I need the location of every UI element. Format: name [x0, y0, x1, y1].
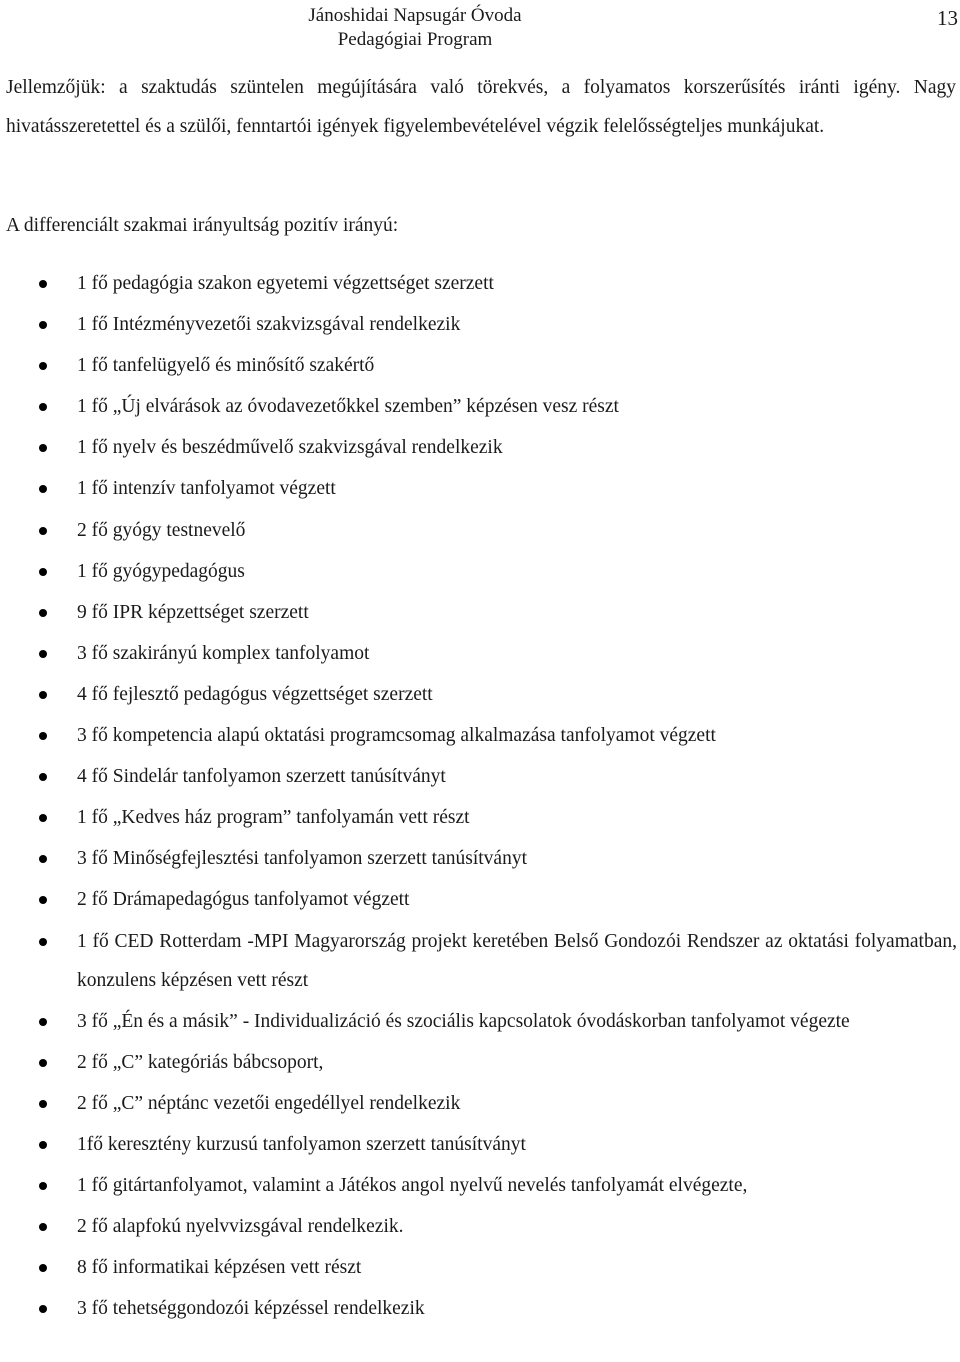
list-item — [0, 264, 960, 303]
page-header — [0, 2, 960, 52]
list-item-text: 9 fő IPR képzettséget szerzett — [77, 601, 309, 623]
header-document-title: Pedagógiai Program — [337, 29, 493, 50]
list-item — [0, 1084, 960, 1123]
list-item-text: 1fő keresztény kurzusú tanfolyamon szerzett tanúsítványt — [77, 1133, 526, 1155]
list-item-text: 1 fő „Új elvárások az óvodavezetőkkel szemben” képzésen vesz részt — [77, 396, 619, 418]
list-item — [0, 839, 960, 878]
bullet-icon — [39, 1264, 47, 1272]
bullet-icon — [39, 568, 47, 576]
list-item-text: 3 fő tehetséggondozói képzéssel rendelkezik — [77, 1298, 425, 1320]
bullet-icon — [39, 1182, 47, 1190]
list-item-text: 1 fő tanfelügyelő és minősítő szakértő — [77, 355, 375, 377]
bullet-icon — [39, 896, 47, 904]
list-item-text: 3 fő Minőségfejlesztési tanfolyamon szerzett tanúsítványt — [77, 848, 527, 870]
qualification-list — [0, 264, 960, 1330]
bullet-icon — [39, 855, 47, 863]
bullet-icon — [39, 1059, 47, 1067]
list-item — [0, 798, 960, 837]
bullet-icon — [39, 609, 47, 617]
list-item — [0, 880, 960, 919]
list-item-text: 3 fő „Én és a másik” - Individualizáció és szociális kapcsolatok óvodáskorban tanfolyamot végezte — [77, 1010, 850, 1032]
list-item — [0, 1248, 960, 1287]
bullet-icon — [39, 1305, 47, 1313]
list-item-text: 2 fő alapfokú nyelvvizsgával rendelkezik. — [77, 1216, 404, 1238]
list-item-text: 2 fő gyógy testnevelő — [77, 519, 246, 541]
list-item — [0, 305, 960, 344]
list-item-text: 2 fő „C” kategóriás bábcsoport, — [77, 1051, 324, 1073]
list-item — [0, 469, 960, 508]
bullet-icon — [39, 691, 47, 699]
list-item-text: 8 fő informatikai képzésen vett részt — [77, 1257, 362, 1279]
bullet-icon — [39, 527, 47, 535]
list-item-text: 4 fő fejlesztő pedagógus végzettséget szerzett — [77, 683, 433, 705]
bullet-icon — [39, 1141, 47, 1149]
list-item — [0, 346, 960, 385]
list-item-text: 3 fő szakirányú komplex tanfolyamot — [77, 642, 370, 664]
bullet-icon — [39, 814, 47, 822]
list-item — [0, 428, 960, 467]
page-number: 13 — [937, 6, 958, 30]
list-item — [0, 675, 960, 714]
list-item — [0, 716, 960, 755]
list-item — [0, 1207, 960, 1246]
header-title-block — [190, 4, 640, 52]
bullet-icon — [39, 773, 47, 781]
bullet-icon — [39, 650, 47, 658]
bullet-icon — [39, 485, 47, 493]
list-item — [0, 1002, 960, 1041]
list-item — [0, 922, 960, 1000]
list-item-text: 1 fő nyelv és beszédművelő szakvizsgával rendelkezik — [77, 437, 503, 459]
bullet-icon — [39, 1018, 47, 1026]
list-item-text: 1 fő „Kedves ház program” tanfolyamán vett részt — [77, 807, 470, 829]
list-item — [0, 634, 960, 673]
bullet-icon — [39, 938, 47, 946]
list-item — [0, 511, 960, 550]
list-item-text: 1 fő gyógypedagógus — [77, 560, 245, 582]
list-item-text: 1 fő pedagógia szakon egyetemi végzettséget szerzett — [77, 273, 494, 294]
list-item-text: 1 fő Intézményvezetői szakvizsgával rendelkezik — [77, 314, 461, 336]
bullet-icon — [39, 280, 47, 288]
bullet-icon — [39, 403, 47, 411]
list-item-text: 1 fő CED Rotterdam -MPI Magyarország projekt keretében Belső Gondozói Rendszer az oktatási folyamatban, konzulens képzésen vett részt — [77, 930, 957, 991]
list-item-text: 1 fő intenzív tanfolyamot végzett — [77, 478, 336, 500]
section-lead-text: A differenciált szakmai irányultság pozitív irányú: — [6, 215, 399, 236]
list-item-text: 2 fő „C” néptánc vezetői engedéllyel rendelkezik — [77, 1092, 461, 1114]
list-item — [0, 1125, 960, 1164]
list-item-text: 2 fő Drámapedagógus tanfolyamot végzett — [77, 889, 410, 911]
bullet-icon — [39, 1100, 47, 1108]
header-institution-name: Jánoshidai Napsugár Óvoda — [308, 5, 522, 26]
list-item-text: 1 fő gitártanfolyamot, valamint a Játékos angol nyelvű nevelés tanfolyamát elvégezte, — [77, 1174, 748, 1196]
bullet-icon — [39, 732, 47, 740]
intro-section — [6, 68, 956, 146]
list-item-text: 3 fő kompetencia alapú oktatási programcsomag alkalmazása tanfolyamot végzett — [77, 725, 716, 747]
list-item — [0, 387, 960, 426]
list-item — [0, 552, 960, 591]
list-item — [0, 1289, 960, 1328]
bullet-icon — [39, 444, 47, 452]
list-item — [0, 593, 960, 632]
list-item — [0, 1043, 960, 1082]
list-item — [0, 1166, 960, 1205]
bullet-icon — [39, 362, 47, 370]
intro-paragraph: Jellemzőjük: a szaktudás szüntelen megújítására való törekvés, a folyamatos korszerűsítés iránti igény. Nagy hivatásszeretettel és a szülői, fenntartói igények figyelembevételével végzik felelősségteljes munkájukat. — [6, 77, 956, 137]
list-item — [0, 757, 960, 796]
bullet-icon — [39, 321, 47, 329]
list-item-text: 4 fő Sindelár tanfolyamon szerzett tanúsítványt — [77, 766, 446, 788]
bullet-icon — [39, 1223, 47, 1231]
